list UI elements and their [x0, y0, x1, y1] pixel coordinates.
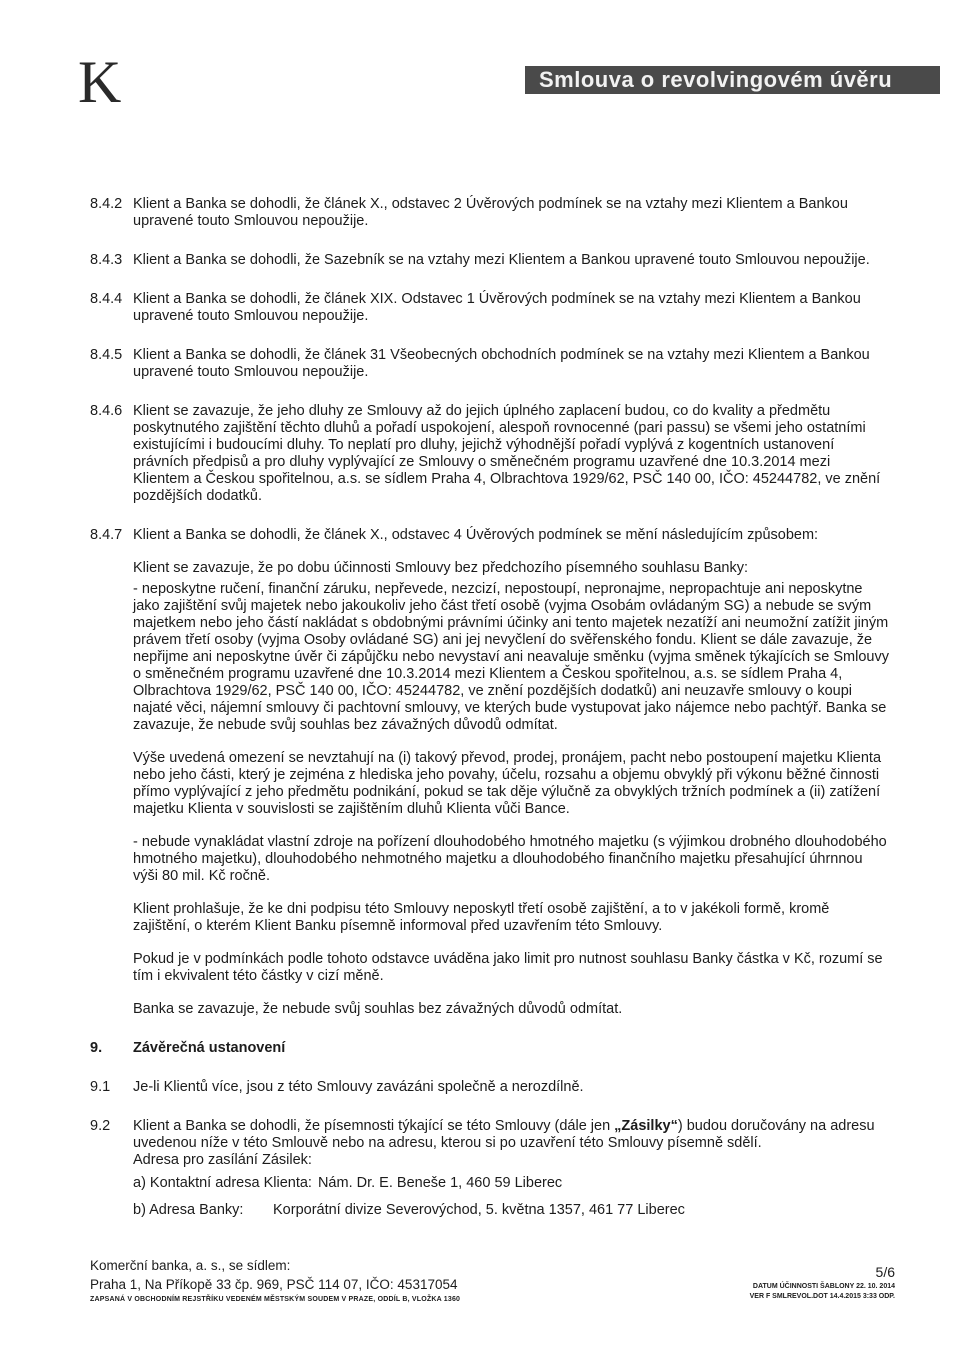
clause-text: Klient a Banka se dohodli, že článek XIX. Odstavec 1 Úvěrových podmínek se na vztahy mezi Klientem a Bankou upravené touto Smlouvou nepoužije. — [133, 291, 861, 324]
clause-8-4-5 — [90, 347, 890, 381]
footer-company: Komerční banka, a. s., se sídlem: — [90, 1258, 291, 1273]
address-list — [133, 1175, 890, 1219]
footer-registry: ZAPSANÁ V OBCHODNÍM REJSTŘÍKU VEDENÉM MĚSTSKÝM SOUDEM V PRAZE, ODDÍL B, VLOŽKA 1360 — [90, 1296, 461, 1303]
address-label: b) Adresa Banky: — [133, 1202, 244, 1218]
address-label: a) Kontaktní adresa Klienta: — [133, 1175, 312, 1191]
clause-number: 8.4.3 — [90, 252, 123, 268]
clause-8-4-6 — [90, 403, 890, 505]
clause-number: 9.1 — [90, 1079, 111, 1095]
address-value: Korporátní divize Severovýchod, 5. května 1357, 461 77 Liberec — [273, 1202, 685, 1218]
bank-logo: K — [78, 49, 120, 115]
template-date: DATUM ÚČINNOSTI ŠABLONY 22. 10. 2014 — [752, 1283, 895, 1290]
clause-text: Klient se zavazuje, že po dobu účinnosti Smlouvy bez předchozího písemného souhlasu Banky: — [133, 560, 749, 576]
clause-text: Je-li Klientů více, jsou z této Smlouvy zavázáni společně a nerozdílně. — [133, 1079, 584, 1095]
address-bank — [133, 1202, 890, 1219]
clause-number: 8.4.6 — [90, 403, 123, 419]
clause-8-4-2 — [90, 196, 890, 230]
clause-number: 8.4.4 — [90, 291, 123, 307]
clause-9-1 — [90, 1079, 890, 1096]
clause-9-2 — [90, 1118, 890, 1229]
clause-text-part: ) budou doručovány na adresu uvedenou níže v této Smlouvě nebo na adresu, kterou si po uzavření této Smlouvy písemně sdělí. — [133, 1118, 875, 1151]
section-number: 9. — [90, 1040, 103, 1056]
page-number: 5/6 — [875, 1264, 895, 1280]
address-intro: Adresa pro zasílání Zásilek: — [133, 1152, 312, 1168]
document-body — [90, 196, 890, 1251]
address-value: Nám. Dr. E. Beneše 1, 460 59 Liberec — [317, 1175, 563, 1191]
address-client — [133, 1175, 890, 1192]
clause-number: 9.2 — [90, 1118, 111, 1134]
clause-8-4-4 — [90, 291, 890, 325]
clause-text: Klient a Banka se dohodli, že článek 31 Všeobecných obchodních podmínek se na vztahy mezi Klientem a Bankou upravené touto Smlouvou nepoužije. — [133, 347, 870, 380]
template-meta — [750, 1282, 895, 1302]
page-footer — [90, 1256, 895, 1303]
clause-text: Výše uvedená omezení se nevztahují na (i) takový převod, prodej, pronájem, pacht nebo postoupení majetku Klienta nebo jeho části, který je zejména z hlediska jeho povahy, účelu, rozsahu a objemu obvyklý při výkonu běžné činnosti přímo vyplývající z jeho předmětu podnikání, pokud se tak děje výlučně za obvyklých tržních podmínek a (ii) zatížení majetku Klienta v souvislosti se zajištěním dluhů Klienta vůči Bance. — [133, 750, 882, 817]
clause-8-4-3 — [90, 252, 890, 269]
clause-number: 8.4.2 — [90, 196, 123, 212]
defined-term: „Zásilky“ — [614, 1118, 678, 1134]
footer-address: Praha 1, Na Příkopě 33 čp. 969, PSČ 114 07, IČO: 45317054 — [90, 1277, 458, 1292]
section-title: Závěrečná ustanovení — [133, 1040, 286, 1056]
clause-text: Banka se zavazuje, že nebude svůj souhlas bez závažných důvodů odmítat. — [133, 1001, 623, 1017]
document-title: Smlouva o revolvingovém úvěru — [525, 66, 940, 94]
clause-bullet: - nebude vynakládat vlastní zdroje na pořízení dlouhodobého hmotného majetku (s výjimkou drobného dlouhodobého hmotného majetku), dlouhodobého nehmotného majetku a dlouhodobého finančního majetku přesahující úhrnnou výši 80 mil. Kč ročně. — [133, 834, 887, 884]
section-9-heading — [90, 1040, 890, 1057]
clause-number: 8.4.5 — [90, 347, 123, 363]
clause-8-4-7 — [90, 527, 890, 1018]
clause-text: Klient a Banka se dohodli, že článek X., odstavec 4 Úvěrových podmínek se mění následujícím způsobem: — [133, 527, 819, 543]
clause-text: Klient prohlašuje, že ke dni podpisu této Smlouvy neposkytl třetí osobě zajištění, a to v jakékoli formě, kromě zajištění, o kterém Klient Banku písemně informoval před uzavřením této Smlouvy. — [133, 901, 830, 934]
clause-bullet: - neposkytne ručení, finanční záruku, nepřevede, nezcizí, nepostoupí, nepronajme, nepropachtuje ani neposkytne jako zajištění svůj majetek nebo jakoukoliv jeho část třetí osobě (vyjma Osobám ovládaným SG) a nebude se svým majetkem nebo jeho částí nakládat s obdobnými právními účinky ani tento majetek nezatíží ani neumožní zatížit jiným právem třetí osoby (vyjma Osoby ovládané SG) ani jej nevyčlení do svěřenského fondu. Klient se dále zavazuje, že nepřijme ani neposkytne úvěr či zápůjčku nebo nevystaví ani neavaluje směnku (vyjma směnek týkajících se Smlouvy o směnečném programu uzavřené dne 10.3.2014 mezi Klientem a Českou spořitelnou, a.s. se sídlem Praha 4, Olbrachtova 1929/62, PSČ 140 00, IČO: 45244782, ve znění pozdějších dodatků) ani neuzavře smlouvy o koupi najaté věci, nájemní smlouvy či pachtovní smlouvy, ve kterých bude vystupovat jako nájemce nebo pachtýř. Banka se zavazuje, že nebude svůj souhlas bez závažných důvodů odmítat. — [133, 581, 889, 733]
clause-text-part: Klient a Banka se dohodli, že písemnosti týkající se této Smlouvy (dále jen — [133, 1118, 615, 1134]
clause-text: Pokud je v podmínkách podle tohoto odstavce uváděna jako limit pro nutnost souhlasu Banky částka v Kč, rozumí se tím i ekvivalent této částky v cizí měně. — [133, 951, 883, 984]
template-version: VER F SMLREVOL.DOT 14.4.2015 3:33 ODP. — [749, 1293, 895, 1300]
clause-text: Klient a Banka se dohodli, že Sazebník se na vztahy mezi Klientem a Bankou upravené touto Smlouvou nepoužije. — [133, 252, 870, 268]
clause-number: 8.4.7 — [90, 527, 123, 543]
clause-text — [133, 1118, 890, 1152]
clause-text: Klient se zavazuje, že jeho dluhy ze Smlouvy až do jejich úplného zaplacení budou, co do kvality a předmětu poskytnutého zajištění těchto dluhů a pořadí uspokojení, alespoň rovnocenné (pari passu) se všemi jeho ostatními existujícími i budoucími dluhy. To neplatí pro dluhy, jejichž výhodnější pořadí vyplývá z kogentních ustanovení právních předpisů a pro dluhy vyplývající ze Smlouvy o směnečném programu uzavřené dne 10.3.2014 mezi Klientem a Českou spořitelnou, a.s. se sídlem Praha 4, Olbrachtova 1929/62, PSČ 140 00, IČO: 45244782, ve znění pozdějších dodatků. — [133, 403, 881, 504]
clause-text: Klient a Banka se dohodli, že článek X., odstavec 2 Úvěrových podmínek se na vztahy mezi Klientem a Bankou upravené touto Smlouvou nepoužije. — [133, 196, 848, 229]
